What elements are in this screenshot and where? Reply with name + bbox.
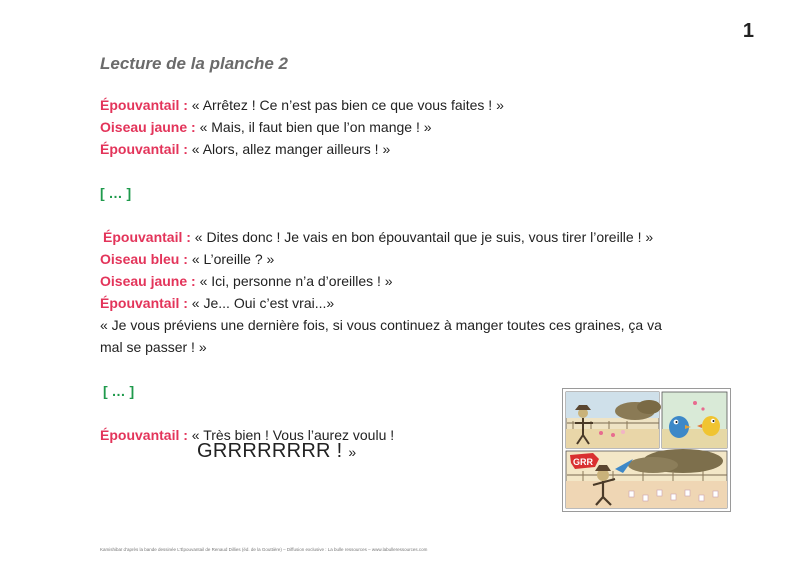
page-number: 1	[742, 20, 754, 42]
dialogue-text: « Ici, personne n’a d’oreilles ! »	[199, 273, 393, 289]
comic-panel-shout	[566, 449, 727, 508]
dialogue-line	[100, 294, 334, 312]
dialogue-text: « Je vous préviens une dernière fois, si vous continuez à manger toutes ces graines, ça va	[100, 317, 662, 333]
dialogue-text: « Très bien ! Vous l’aurez voulu !	[191, 427, 395, 443]
footer-credit: Kamishibaï d’après la bande dessinée L’Épouvantail de Renaud Dillies (éd. de la Gouttière) – Diffusion exclusive : La bulle ressources – www.labulleressources.com	[100, 547, 428, 552]
dialogue-line	[103, 228, 653, 246]
comic-sound-effect: GRR	[573, 457, 593, 467]
dialogue-line	[100, 140, 390, 158]
dialogue-text: « L’oreille ? »	[191, 251, 275, 267]
dialogue-text: mal se passer ! »	[100, 339, 207, 355]
comic-illustration	[563, 389, 730, 511]
comic-thumbnail	[562, 388, 731, 512]
comic-panel-scarecrow	[566, 392, 661, 448]
dialogue-line	[100, 118, 432, 136]
dialogue-line	[100, 250, 274, 268]
shout-text: GRRRRRRRR !	[197, 440, 343, 462]
ellipsis-marker: [ … ]	[100, 185, 132, 201]
speaker-label: Épouvantail :	[103, 229, 191, 245]
ellipsis-marker: [ … ]	[103, 383, 135, 399]
dialogue-text: « Alors, allez manger ailleurs ! »	[191, 141, 391, 157]
speaker-label: Oiseau jaune :	[100, 119, 196, 135]
page-title: Lecture de la planche 2	[100, 54, 289, 73]
dialogue-text: « Arrêtez ! Ce n’est pas bien ce que vous faites ! »	[191, 97, 504, 113]
speaker-label: Épouvantail :	[100, 141, 188, 157]
comic-panel-birds	[662, 392, 727, 448]
speaker-label: Oiseau bleu :	[100, 251, 188, 267]
dialogue-continuation	[100, 338, 207, 356]
dialogue-continuation	[100, 316, 662, 334]
speaker-label: Épouvantail :	[100, 427, 188, 443]
dialogue-text: « Je... Oui c’est vrai...»	[191, 295, 335, 311]
dialogue-line	[100, 96, 504, 114]
speaker-label: Épouvantail :	[100, 295, 188, 311]
dialogue-text: « Mais, il faut bien que l’on mange ! »	[199, 119, 432, 135]
shout-line	[197, 440, 356, 463]
shout-close-quote: »	[348, 444, 357, 460]
dialogue-line	[100, 272, 393, 290]
dialogue-text: « Dites donc ! Je vais en bon épouvantail que je suis, vous tirer l’oreille ! »	[194, 229, 654, 245]
speaker-label: Oiseau jaune :	[100, 273, 196, 289]
speaker-label: Épouvantail :	[100, 97, 188, 113]
